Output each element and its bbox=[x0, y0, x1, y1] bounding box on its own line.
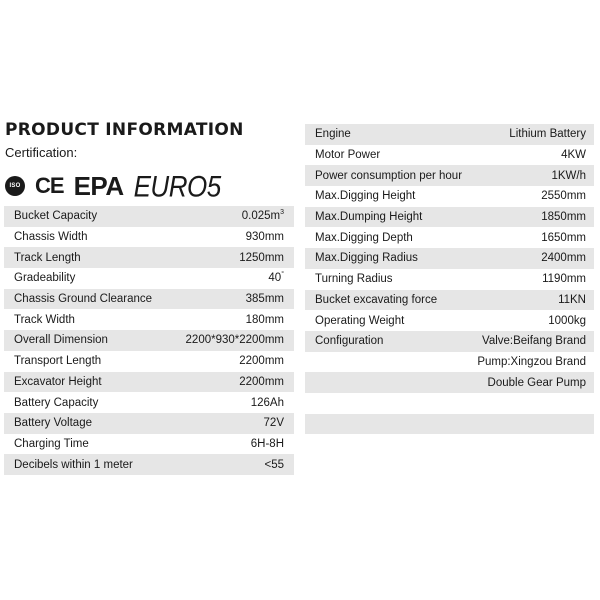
spec-label: Operating Weight bbox=[315, 314, 405, 327]
spec-label: Max.Digging Height bbox=[315, 190, 416, 203]
ce-logo-icon: CE bbox=[35, 173, 64, 198]
spec-label: Track Length bbox=[14, 251, 81, 264]
spec-value: Double Gear Pump bbox=[487, 376, 586, 389]
left-spec-table bbox=[4, 206, 294, 475]
spec-value: 2200mm bbox=[239, 355, 284, 368]
right-column bbox=[305, 124, 594, 434]
spec-row bbox=[305, 352, 594, 373]
spec-label: Excavator Height bbox=[14, 375, 102, 388]
spec-value: 1190mm bbox=[542, 273, 586, 286]
spec-row bbox=[4, 351, 294, 372]
spec-label: Track Width bbox=[14, 313, 75, 326]
spec-value: 385mm bbox=[245, 293, 284, 306]
spec-value: 40° bbox=[268, 271, 284, 285]
spec-row bbox=[4, 206, 294, 227]
spec-label: Gradeability bbox=[14, 272, 76, 285]
spec-row bbox=[305, 393, 594, 414]
spec-label: Engine bbox=[315, 128, 351, 141]
spec-value: 1KW/h bbox=[551, 169, 586, 182]
spec-label: Battery Voltage bbox=[14, 417, 92, 430]
spec-row bbox=[305, 248, 594, 269]
spec-row bbox=[305, 227, 594, 248]
left-column bbox=[4, 118, 294, 475]
spec-row bbox=[305, 414, 594, 435]
spec-label: Motor Power bbox=[315, 149, 381, 162]
spec-label: Max.Dumping Height bbox=[315, 211, 423, 224]
spec-row bbox=[4, 392, 294, 413]
spec-row bbox=[305, 145, 594, 166]
spec-row bbox=[305, 372, 594, 393]
spec-row bbox=[305, 124, 594, 145]
certification-label: Certification: bbox=[5, 145, 78, 160]
spec-row bbox=[4, 413, 294, 434]
spec-label: Decibels within 1 meter bbox=[14, 458, 133, 471]
spec-row bbox=[4, 434, 294, 455]
page-title: PRODUCT INFORMATION bbox=[5, 120, 244, 140]
spec-row bbox=[4, 372, 294, 393]
spec-value: 72V bbox=[263, 417, 284, 430]
spec-row bbox=[4, 309, 294, 330]
spec-value: 126Ah bbox=[250, 396, 284, 409]
spec-value: 2200mm bbox=[239, 375, 284, 388]
spec-label: Battery Capacity bbox=[14, 396, 99, 409]
euro5-logo-icon: EURO5 bbox=[133, 168, 221, 203]
spec-value: 1000kg bbox=[548, 314, 586, 327]
spec-row bbox=[4, 247, 294, 268]
spec-value: 2550mm bbox=[541, 190, 586, 203]
spec-value: $0.025m^3$ bbox=[241, 209, 284, 223]
spec-row bbox=[305, 331, 594, 352]
spec-row bbox=[305, 207, 594, 228]
spec-value: 180mm bbox=[245, 313, 284, 326]
spec-label: Transport Length bbox=[14, 355, 102, 368]
spec-value: 6H-8H bbox=[250, 437, 284, 450]
spec-row bbox=[4, 454, 294, 475]
spec-value: Pump:Xingzou Brand bbox=[477, 355, 586, 368]
spec-value: 1850mm bbox=[541, 211, 586, 224]
spec-value: 4KW bbox=[561, 149, 586, 162]
spec-row bbox=[4, 330, 294, 351]
spec-value: 2200*930*2200mm bbox=[185, 334, 284, 347]
spec-value: Valve:Beifang Brand bbox=[482, 335, 586, 348]
spec-row bbox=[305, 290, 594, 311]
right-spec-table bbox=[305, 124, 594, 434]
spec-label: Bucket Capacity bbox=[14, 210, 98, 223]
spec-label: Bucket excavating force bbox=[315, 293, 438, 306]
spec-label: Chassis Width bbox=[14, 231, 88, 244]
spec-value: 930mm bbox=[245, 231, 284, 244]
spec-label: Configuration bbox=[315, 335, 384, 348]
epa-logo-icon: EPA bbox=[73, 170, 124, 201]
spec-value: 2400mm bbox=[541, 252, 586, 265]
spec-label: Max.Digging Depth bbox=[315, 231, 413, 244]
spec-value: Lithium Battery bbox=[509, 128, 586, 141]
spec-row bbox=[4, 268, 294, 289]
certification-logos bbox=[5, 166, 294, 206]
iso-logo-icon: ISO bbox=[5, 176, 25, 196]
spec-label: Chassis Ground Clearance bbox=[14, 293, 153, 306]
spec-label: Overall Dimension bbox=[14, 334, 108, 347]
spec-label: Power consumption per hour bbox=[315, 169, 463, 182]
spec-row bbox=[305, 165, 594, 186]
spec-row bbox=[4, 227, 294, 248]
spec-label: Turning Radius bbox=[315, 273, 393, 286]
spec-row bbox=[305, 310, 594, 331]
spec-row bbox=[305, 269, 594, 290]
spec-value: 1250mm bbox=[239, 251, 284, 264]
spec-value: <55 bbox=[264, 458, 284, 471]
spec-row bbox=[305, 186, 594, 207]
spec-row bbox=[4, 289, 294, 310]
spec-value: 1650mm bbox=[541, 231, 586, 244]
spec-label: Max.Digging Radius bbox=[315, 252, 418, 265]
spec-value: 11KN bbox=[558, 293, 586, 306]
spec-unit-superscript: 3 bbox=[280, 209, 284, 217]
spec-unit-superscript: ° bbox=[281, 271, 284, 279]
spec-label: Charging Time bbox=[14, 437, 89, 450]
